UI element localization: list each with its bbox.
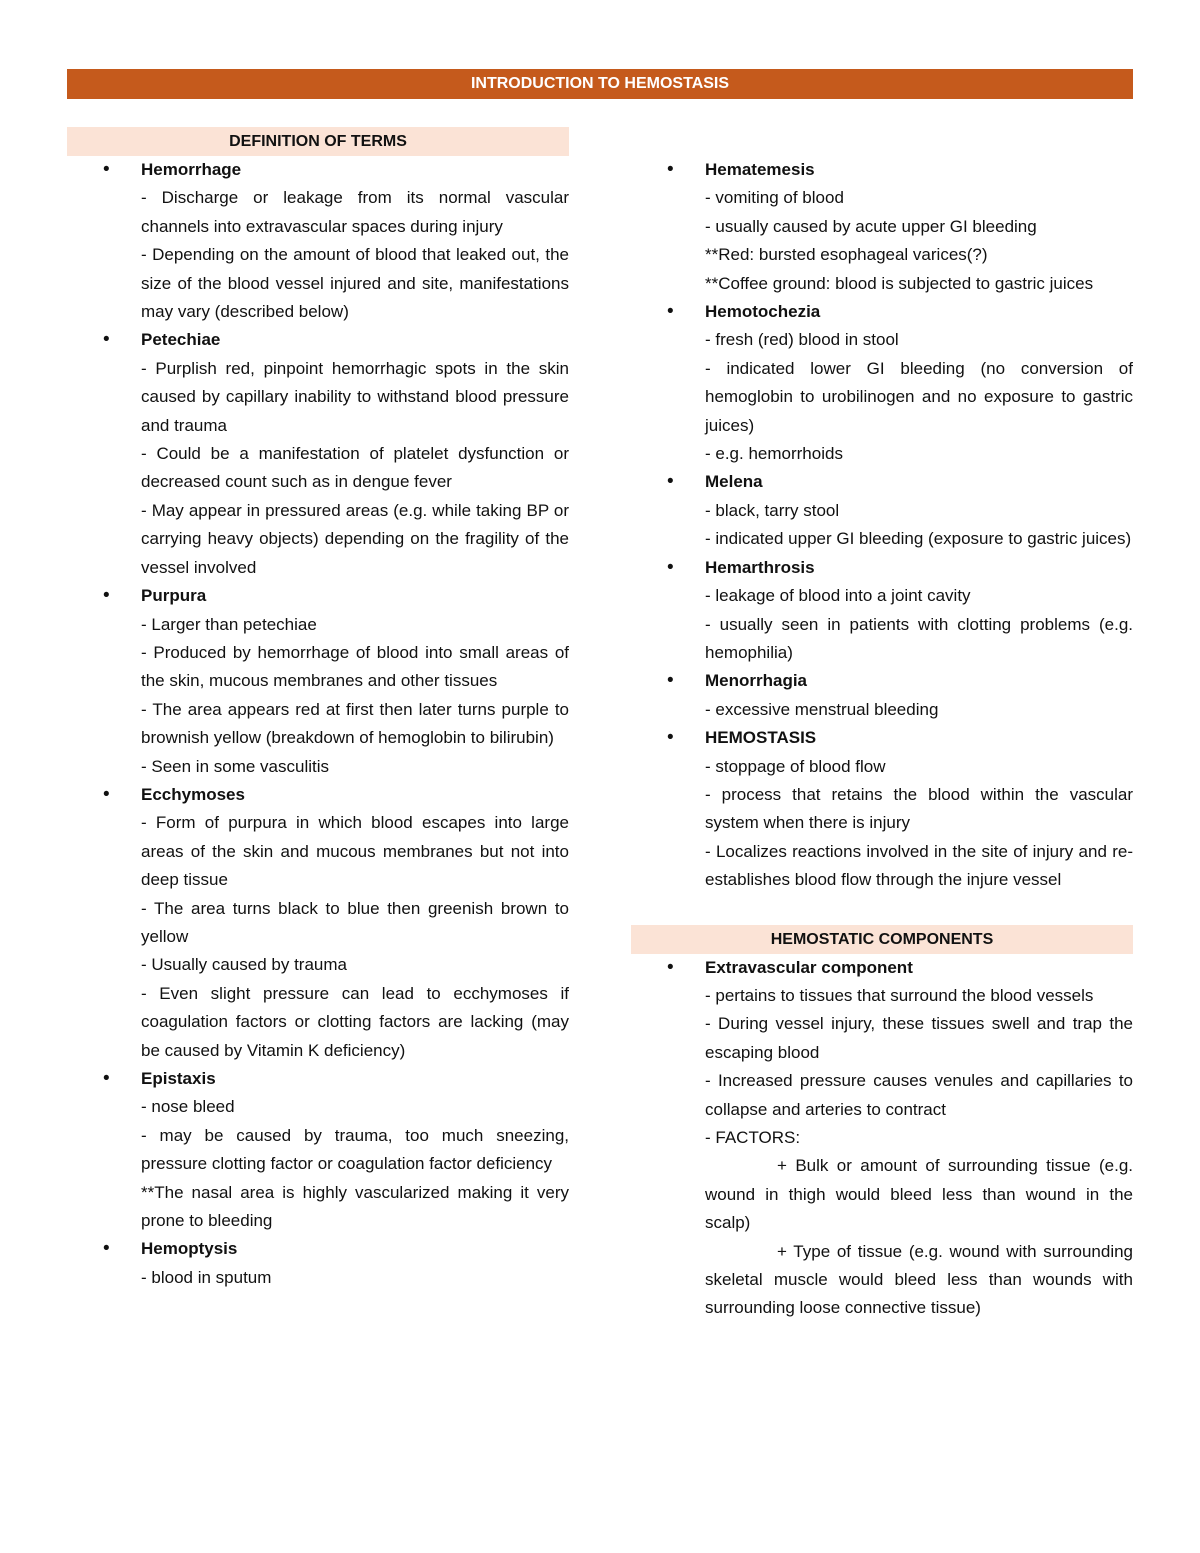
- definition-list-left: [67, 156, 569, 1292]
- term-item-melena: [631, 468, 1133, 553]
- definition-list-right: [631, 156, 1133, 895]
- term-line: **Coffee ground: blood is subjected to gastric juices: [705, 273, 1094, 293]
- term-line: - usually seen in patients with clotting problems (e.g. hemophilia): [705, 614, 1133, 662]
- document-title: INTRODUCTION TO HEMOSTASIS: [67, 69, 1133, 99]
- term-line: - Increased pressure causes venules and capillaries to collapse and arteries to contract: [705, 1071, 1133, 1119]
- term-line: - The area appears red at first then later turns purple to brownish yellow (breakdown of hemoglobin to bilirubin): [141, 699, 569, 748]
- term-line: - Depending on the amount of blood that leaked out, the size of the blood vessel injured and site, manifestations may vary (described below): [141, 245, 569, 322]
- term-line: - usually caused by acute upper GI bleeding: [705, 216, 1037, 236]
- term-item-hematemesis: [631, 156, 1133, 298]
- term-title: • Hemarthrosis: [705, 557, 815, 577]
- components-list: [631, 954, 1133, 1323]
- term-line: - pertains to tissues that surround the blood vessels: [705, 985, 1094, 1005]
- term-line: - black, tarry stool: [705, 500, 840, 520]
- term-item-epistaxis: [67, 1065, 569, 1235]
- term-item-hemarthrosis: [631, 554, 1133, 668]
- term-title: • Petechiae: [141, 330, 221, 350]
- term-item-menorrhagia: [631, 667, 1133, 724]
- term-line: - During vessel injury, these tissues swell and trap the escaping blood: [705, 1014, 1133, 1062]
- term-title: • Ecchymoses: [141, 784, 245, 804]
- term-line: - blood in sputum: [141, 1267, 272, 1287]
- term-title: • Epistaxis: [141, 1069, 216, 1088]
- term-title: • Purpura: [141, 586, 207, 606]
- term-line: - may be caused by trauma, too much sneezing, pressure clotting factor or coagulation factor deficiency: [141, 1125, 569, 1174]
- term-title: • Hemorrhage: [141, 160, 242, 179]
- term-line: - e.g. hemorrhoids: [705, 444, 843, 464]
- term-line: - indicated lower GI bleeding (no conversion of hemoglobin to urobilinogen and no exposure to gastric juices): [705, 358, 1133, 435]
- term-line: - stoppage of blood flow: [705, 756, 886, 776]
- term-item-hemorrhage: [67, 156, 569, 326]
- left-column: [67, 127, 569, 1292]
- term-line: - Localizes reactions involved in the site of injury and re- establishes blood flow through the injure vessel: [705, 841, 1133, 890]
- term-item-ecchymoses: [67, 781, 569, 1065]
- factor-line: + Bulk or amount of surrounding tissue (e.g. wound in thigh would bleed less than wound in the scalp): [705, 1156, 1133, 1233]
- term-item-hemotochezia: [631, 298, 1133, 468]
- term-title: • Hemoptysis: [141, 1239, 238, 1259]
- term-line: - Even slight pressure can lead to ecchymoses if coagulation factors or clotting factors are lacking (may be caused by Vitamin K deficiency): [141, 983, 569, 1060]
- term-line: - indicated upper GI bleeding (exposure to gastric juices): [705, 529, 1132, 549]
- term-line: - Purplish red, pinpoint hemorrhagic spots in the skin caused by capillary inability to withstand blood pressure and trauma: [141, 358, 569, 435]
- term-item-petechiae: [67, 326, 569, 582]
- term-item-hemoptysis: [67, 1235, 569, 1292]
- term-line: **The nasal area is highly vascularized making it very prone to bleeding: [141, 1182, 569, 1231]
- term-line: - fresh (red) blood in stool: [705, 330, 899, 350]
- term-line: - May appear in pressured areas (e.g. while taking BP or carrying heavy objects) depending on the fragility of the vessel involved: [141, 500, 569, 577]
- definition-of-terms-heading: DEFINITION OF TERMS: [67, 127, 569, 156]
- term-title: • HEMOSTASIS: [705, 728, 817, 748]
- term-title: • Menorrhagia: [705, 671, 808, 691]
- term-line: - Usually caused by trauma: [141, 955, 347, 975]
- term-title: • Extravascular component: [705, 957, 913, 977]
- hemostatic-components-heading: HEMOSTATIC COMPONENTS: [631, 925, 1133, 954]
- term-line: - Form of purpura in which blood escapes into large areas of the skin and mucous membranes but not into deep tissue: [141, 813, 569, 890]
- term-line: - Larger than petechiae: [141, 614, 317, 634]
- term-title: • Hematemesis: [705, 160, 815, 179]
- term-line: - excessive menstrual bleeding: [705, 699, 939, 719]
- term-title: • Hemotochezia: [705, 302, 821, 322]
- term-line: - The area turns black to blue then greenish brown to yellow: [141, 898, 569, 946]
- term-title: • Melena: [705, 472, 763, 492]
- term-line: - nose bleed: [141, 1097, 235, 1117]
- right-column: [631, 156, 1133, 1323]
- term-line: - leakage of blood into a joint cavity: [705, 586, 971, 606]
- term-line: - vomiting of blood: [705, 188, 844, 208]
- term-item-hemostasis: [631, 724, 1133, 894]
- term-line: - FACTORS:: [705, 1128, 801, 1147]
- component-item-extravascular: [631, 954, 1133, 1323]
- term-line: **Red: bursted esophageal varices(?): [705, 245, 988, 265]
- term-item-purpura: [67, 582, 569, 781]
- term-line: - Seen in some vasculitis: [141, 756, 330, 776]
- term-line: - Produced by hemorrhage of blood into small areas of the skin, mucous membranes and other tissues: [141, 642, 569, 691]
- term-line: - process that retains the blood within the vascular system when there is injury: [705, 784, 1133, 833]
- factor-line: + Type of tissue (e.g. wound with surrounding skeletal muscle would bleed less than wounds with surrounding loose connective tissue): [705, 1241, 1133, 1318]
- term-line: - Could be a manifestation of platelet dysfunction or decreased count such as in dengue fever: [141, 444, 569, 492]
- term-line: - Discharge or leakage from its normal vascular channels into extravascular spaces during injury: [141, 188, 569, 236]
